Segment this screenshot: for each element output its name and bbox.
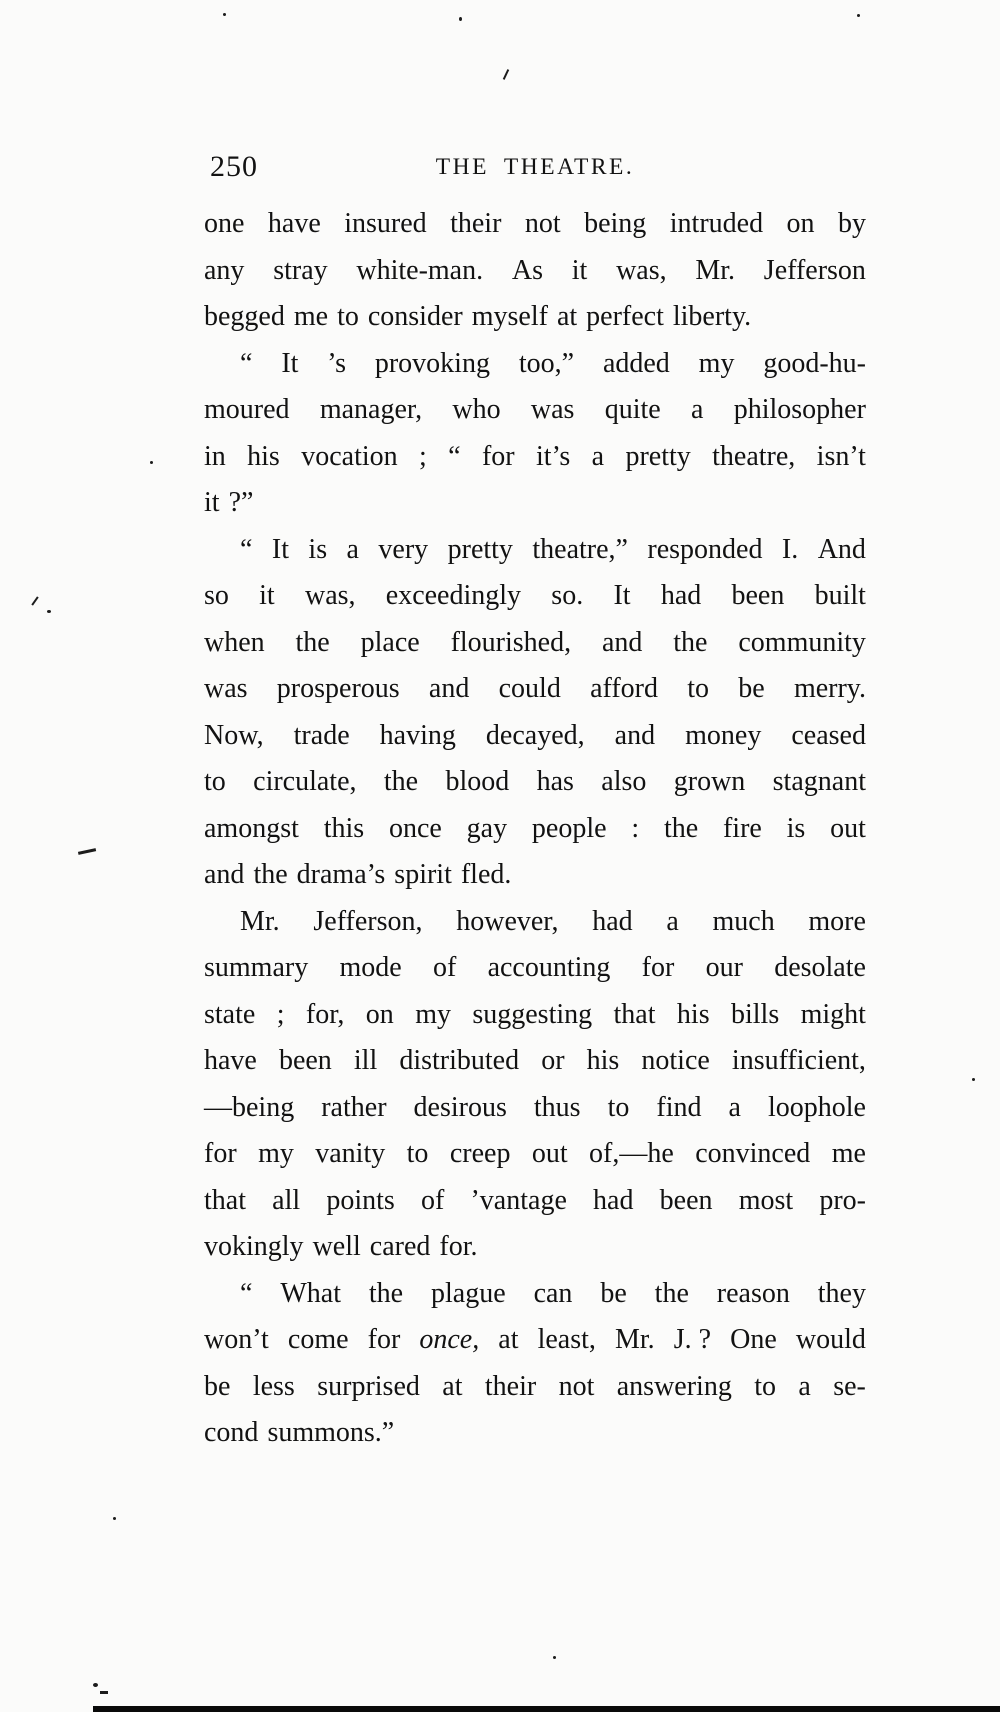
word: a — [690, 394, 704, 425]
word: find — [656, 1091, 702, 1123]
word: to — [754, 1370, 776, 1402]
word: for, — [305, 998, 345, 1030]
word: isn’t — [816, 440, 866, 472]
word: it — [204, 487, 220, 518]
ink-speck — [100, 1691, 108, 1694]
word: moured — [204, 394, 290, 425]
word: gay — [466, 812, 508, 844]
word: desolate — [774, 952, 866, 983]
word: have — [204, 1045, 257, 1076]
word: theatre,” — [532, 533, 628, 565]
word: or — [541, 1045, 565, 1076]
word: J. ? — [673, 1324, 712, 1355]
word: out — [830, 812, 866, 844]
word: his — [247, 440, 280, 472]
paragraph — [204, 906, 866, 1278]
text-line — [204, 952, 866, 999]
word: the — [673, 626, 708, 658]
text-line — [204, 208, 866, 255]
word: and — [204, 859, 245, 890]
word: that — [613, 998, 656, 1030]
word: quite — [604, 394, 661, 425]
word: people — [531, 812, 607, 844]
word: to — [204, 766, 226, 797]
word: of — [432, 952, 457, 983]
word: merry. — [793, 673, 866, 704]
word: my — [258, 1138, 294, 1169]
word: my — [415, 998, 451, 1030]
ink-speck — [857, 14, 860, 17]
word: ill — [353, 1045, 378, 1076]
word: pretty — [447, 533, 513, 565]
word: accounting — [487, 952, 611, 983]
word: on — [365, 998, 394, 1030]
word: at — [556, 301, 578, 332]
word: grown — [673, 766, 746, 797]
word: most — [738, 1184, 794, 1216]
word: was — [204, 673, 248, 704]
word: and — [428, 673, 470, 704]
word: plague — [431, 1277, 506, 1309]
word: any — [204, 254, 245, 286]
word: trade — [293, 719, 350, 751]
word: once, — [419, 1324, 480, 1355]
text-line — [204, 1138, 866, 1185]
word: insufficient, — [731, 1045, 866, 1076]
text-line — [204, 627, 866, 674]
word: added — [602, 347, 670, 379]
word: vocation — [301, 440, 398, 472]
word: philosopher — [733, 394, 866, 425]
word: I. — [781, 533, 799, 565]
word: at — [498, 1324, 519, 1355]
text-block — [204, 208, 866, 1464]
word: at — [442, 1370, 463, 1402]
word: —being — [204, 1091, 295, 1123]
word: for. — [439, 1231, 478, 1262]
word: ; — [276, 998, 285, 1030]
word: out — [531, 1138, 568, 1169]
word: been — [659, 1184, 713, 1216]
word: can — [533, 1277, 573, 1309]
word: be — [600, 1277, 627, 1309]
word: on — [786, 208, 815, 239]
word: not — [524, 208, 561, 239]
word: consider — [367, 301, 463, 332]
word: community — [738, 626, 866, 658]
word: all — [272, 1184, 301, 1216]
text-line — [204, 394, 866, 441]
word: had — [660, 580, 702, 611]
text-line — [204, 1417, 866, 1464]
word: fled. — [460, 859, 512, 890]
word: amongst — [204, 812, 299, 844]
word: Jefferson — [763, 254, 866, 286]
word: decayed, — [485, 719, 585, 751]
word: be — [738, 673, 765, 704]
word: responded — [647, 533, 763, 565]
word: ’s — [327, 347, 346, 379]
word: loophole — [767, 1091, 866, 1123]
word: “ — [240, 533, 253, 565]
word: least, — [537, 1324, 596, 1355]
text-line — [204, 534, 866, 581]
word: has — [536, 766, 574, 797]
page-number: 250 — [210, 150, 258, 183]
ink-speck — [78, 848, 96, 854]
word: of — [420, 1184, 445, 1216]
scan-edge-artifact — [93, 1706, 1000, 1712]
word: for — [481, 440, 515, 472]
word: a — [798, 1370, 811, 1402]
word: of,—he — [589, 1138, 674, 1169]
word: having — [379, 719, 456, 751]
word: provoking — [374, 347, 490, 379]
word: What — [280, 1277, 341, 1309]
word: ; — [419, 440, 427, 472]
word: a — [666, 905, 679, 937]
word: place — [360, 626, 420, 658]
word: the — [654, 1277, 689, 1309]
word: stray — [273, 254, 328, 286]
ink-speck — [223, 13, 226, 16]
word: when — [204, 626, 265, 658]
word: is — [786, 812, 806, 844]
word: they — [817, 1277, 866, 1309]
paragraph — [204, 348, 866, 534]
word: begged — [204, 301, 285, 332]
word: vanity — [315, 1138, 386, 1169]
word: might — [800, 998, 866, 1030]
word: in — [204, 440, 226, 472]
text-line — [204, 1045, 866, 1092]
word: the — [383, 766, 419, 797]
word: to — [406, 1138, 429, 1169]
text-line — [204, 813, 866, 860]
word: would — [795, 1324, 866, 1355]
word: well — [312, 1231, 361, 1262]
paragraph — [204, 534, 866, 906]
ink-speck — [972, 1078, 975, 1081]
text-line — [204, 999, 866, 1046]
word: reason — [716, 1277, 790, 1309]
word: myself — [471, 301, 548, 332]
word: very — [378, 533, 429, 565]
text-line — [204, 348, 866, 395]
paragraph — [204, 208, 866, 348]
word: desirous — [413, 1091, 507, 1123]
ink-speck — [93, 1683, 98, 1687]
word: afford — [590, 673, 658, 704]
ink-speck — [553, 1656, 556, 1659]
word: their — [450, 208, 502, 239]
word: vokingly — [204, 1231, 304, 1262]
word: could — [498, 673, 561, 704]
word: me — [831, 1138, 866, 1169]
word: state — [204, 998, 256, 1030]
text-line — [204, 1324, 866, 1371]
word: that — [204, 1184, 246, 1216]
word: exceedingly — [385, 580, 522, 611]
word: it’s — [536, 440, 571, 472]
word: drama’s — [296, 859, 386, 890]
word: a — [346, 533, 359, 565]
word: ?” — [228, 487, 254, 518]
word: white-man. — [356, 254, 484, 286]
word: had — [592, 905, 633, 937]
word: good-hu- — [763, 347, 866, 379]
word: It — [613, 580, 631, 611]
word: As — [511, 254, 543, 286]
word: stagnant — [772, 766, 866, 797]
ink-speck — [47, 610, 51, 613]
ink-speck — [459, 17, 462, 21]
word: pretty — [625, 440, 691, 472]
word: It — [271, 533, 289, 565]
word: my — [698, 347, 735, 379]
word: to — [687, 673, 710, 704]
word: the — [663, 812, 699, 844]
text-line — [204, 906, 866, 953]
word: rather — [321, 1091, 387, 1123]
word: It — [281, 347, 299, 379]
word: theatre, — [712, 440, 796, 472]
word: by — [837, 208, 866, 239]
word: to — [607, 1091, 630, 1123]
word: points — [326, 1184, 395, 1216]
word: Mr. — [614, 1324, 655, 1355]
word: come — [287, 1324, 349, 1355]
word: his — [586, 1045, 620, 1076]
ink-speck — [150, 461, 153, 464]
word: suggesting — [472, 998, 593, 1030]
word: pro- — [819, 1184, 866, 1216]
word: so — [204, 580, 229, 611]
word: also — [601, 766, 647, 797]
word: it — [259, 580, 275, 611]
word: and — [614, 719, 656, 751]
word: was, — [616, 254, 667, 286]
word: is — [308, 533, 328, 565]
paragraph — [204, 1278, 866, 1464]
word: liberty. — [672, 301, 752, 332]
word: answering — [616, 1370, 732, 1402]
text-line — [204, 673, 866, 720]
word: won’t — [204, 1324, 269, 1355]
text-line — [204, 1278, 866, 1325]
word: be — [204, 1370, 231, 1402]
word: a — [728, 1091, 741, 1123]
text-line — [204, 1231, 866, 1278]
word: manager, — [319, 394, 423, 425]
word: our — [705, 952, 743, 983]
word: who — [452, 394, 501, 425]
word: their — [484, 1370, 537, 1402]
word: me — [293, 301, 329, 332]
word: “ — [240, 347, 253, 379]
running-title: THE THEATRE. — [435, 154, 635, 180]
text-line — [204, 580, 866, 627]
word: summons.” — [267, 1417, 395, 1448]
text-line — [204, 1092, 866, 1139]
word: too,” — [518, 347, 575, 379]
text-line — [204, 766, 866, 813]
word: once — [388, 812, 442, 844]
word: “ — [240, 1277, 253, 1309]
word: Mr. — [695, 254, 736, 286]
word: mode — [339, 952, 402, 983]
word: money — [685, 719, 762, 751]
word: built — [814, 580, 866, 611]
text-line — [204, 1371, 866, 1418]
word: had — [593, 1184, 634, 1216]
word: bills — [731, 998, 780, 1030]
word: not — [558, 1370, 595, 1402]
word: however, — [456, 905, 559, 937]
word: for — [641, 952, 675, 983]
word: so. — [551, 580, 584, 611]
word: And — [817, 533, 866, 565]
text-line — [204, 255, 866, 302]
word: distributed — [399, 1045, 520, 1076]
word: insured — [344, 208, 427, 239]
word: cond — [204, 1417, 259, 1448]
word: surprised — [317, 1370, 420, 1402]
word: being — [584, 208, 647, 239]
word: spirit — [394, 859, 452, 890]
text-line — [204, 720, 866, 767]
word: Mr. — [240, 905, 280, 937]
word: more — [808, 905, 866, 937]
word: prosperous — [276, 673, 400, 704]
word: intruded — [669, 208, 764, 239]
word: : — [631, 812, 640, 844]
text-line — [204, 1185, 866, 1232]
word: to — [337, 301, 359, 332]
word: the — [253, 859, 288, 890]
word: thus — [533, 1091, 581, 1123]
page-header — [204, 150, 866, 184]
word: creep — [449, 1138, 511, 1169]
word: less — [252, 1370, 295, 1402]
word: Now, — [204, 719, 264, 751]
word: convinced — [695, 1138, 811, 1169]
word: Jefferson, — [313, 905, 423, 937]
text-line — [204, 301, 866, 348]
word: notice — [641, 1045, 710, 1076]
word: a — [591, 440, 605, 472]
text-line — [204, 441, 866, 488]
word: fire — [722, 812, 762, 844]
word: ’vantage — [470, 1184, 567, 1216]
word: been — [731, 580, 785, 611]
word: blood — [445, 766, 510, 797]
word: cared — [369, 1231, 431, 1262]
ink-speck — [113, 1517, 116, 1520]
word: ceased — [791, 719, 866, 751]
word: and — [601, 626, 643, 658]
word: flourished, — [450, 626, 572, 658]
word: for — [367, 1324, 401, 1355]
word: one — [204, 208, 245, 239]
ink-speck — [503, 69, 509, 80]
word: se- — [833, 1370, 866, 1402]
word: for — [204, 1138, 237, 1169]
word: this — [323, 812, 365, 844]
word: perfect — [586, 301, 664, 332]
word: the — [368, 1277, 404, 1309]
word: much — [712, 905, 775, 937]
word: been — [278, 1045, 332, 1076]
word: was — [530, 394, 575, 425]
word: summary — [204, 952, 309, 983]
word: One — [730, 1324, 777, 1355]
word: the — [295, 626, 330, 658]
ink-speck — [31, 596, 38, 605]
word: his — [676, 998, 710, 1030]
word: have — [267, 208, 321, 239]
word: circulate, — [253, 766, 357, 797]
word: “ — [448, 440, 461, 472]
word: it — [571, 254, 588, 286]
text-line — [204, 859, 866, 906]
word: was, — [304, 580, 356, 611]
text-line — [204, 487, 866, 534]
